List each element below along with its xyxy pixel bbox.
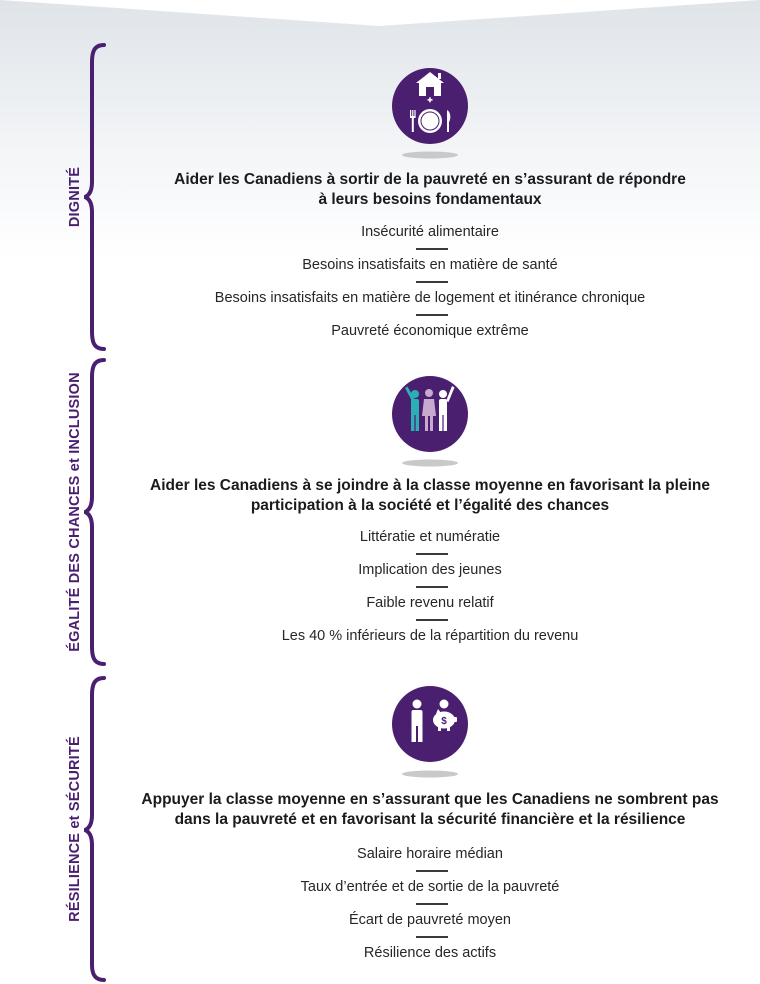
divider bbox=[416, 619, 448, 621]
divider bbox=[416, 936, 448, 938]
list-item: Salaire horaire médian bbox=[357, 846, 503, 862]
indicator-list bbox=[130, 838, 730, 970]
house-and-meal-icon bbox=[389, 66, 471, 162]
section-resilience bbox=[0, 670, 760, 984]
section-headline: Aider les Canadiens à se joindre à la classe moyenne en favorisant la pleine participation à la société et l’égalité des chances bbox=[150, 477, 710, 514]
list-item: Écart de pauvreté moyen bbox=[130, 904, 730, 937]
section-label: RÉSILIENCE et SÉCURITÉ bbox=[67, 736, 83, 922]
list-item: Taux d’entrée et de sortie de la pauvreté bbox=[130, 871, 730, 904]
list-item: Besoins insatisfaits en matière de santé bbox=[130, 249, 730, 282]
section-brace bbox=[84, 355, 108, 670]
divider bbox=[416, 903, 448, 905]
section-label: DIGNITÉ bbox=[67, 166, 83, 228]
indicator-list bbox=[130, 216, 730, 348]
section-dignite bbox=[0, 0, 760, 355]
list-item: Implication des jeunes bbox=[130, 554, 730, 587]
person-with-piggy-bank-icon bbox=[389, 684, 471, 780]
list-item: Pauvreté économique extrême bbox=[130, 315, 730, 348]
divider bbox=[416, 553, 448, 555]
section-brace bbox=[84, 0, 108, 355]
svg-text:$: $ bbox=[441, 716, 447, 727]
section-label: ÉGALITÉ DES CHANCES et INCLUSION bbox=[67, 372, 84, 652]
divider bbox=[416, 870, 448, 872]
section-headline: Appuyer la classe moyenne en s’assurant que les Canadiens ne sombrent pas dans la pauvreté et en favorisant la sécurité financière et la résilience bbox=[141, 791, 719, 828]
indicator-list bbox=[130, 521, 730, 653]
section-egalite bbox=[0, 355, 760, 670]
divider bbox=[416, 248, 448, 250]
list-item: Littératie et numératie bbox=[359, 529, 501, 545]
divider bbox=[416, 314, 448, 316]
divider bbox=[416, 281, 448, 283]
divider bbox=[416, 586, 448, 588]
list-item: Les 40 % inférieurs de la répartition du revenu bbox=[130, 620, 730, 653]
list-item: Insécurité alimentaire bbox=[361, 224, 499, 240]
list-item: Besoins insatisfaits en matière de logement et itinérance chronique bbox=[130, 282, 730, 315]
list-item: Résilience des actifs bbox=[130, 937, 730, 970]
section-headline: Aider les Canadiens à sortir de la pauvreté en s’assurant de répondre à leurs besoins fondamentaux bbox=[174, 171, 686, 208]
list-item: Faible revenu relatif bbox=[130, 587, 730, 620]
section-brace bbox=[84, 670, 108, 984]
group-of-people-icon bbox=[389, 374, 471, 470]
